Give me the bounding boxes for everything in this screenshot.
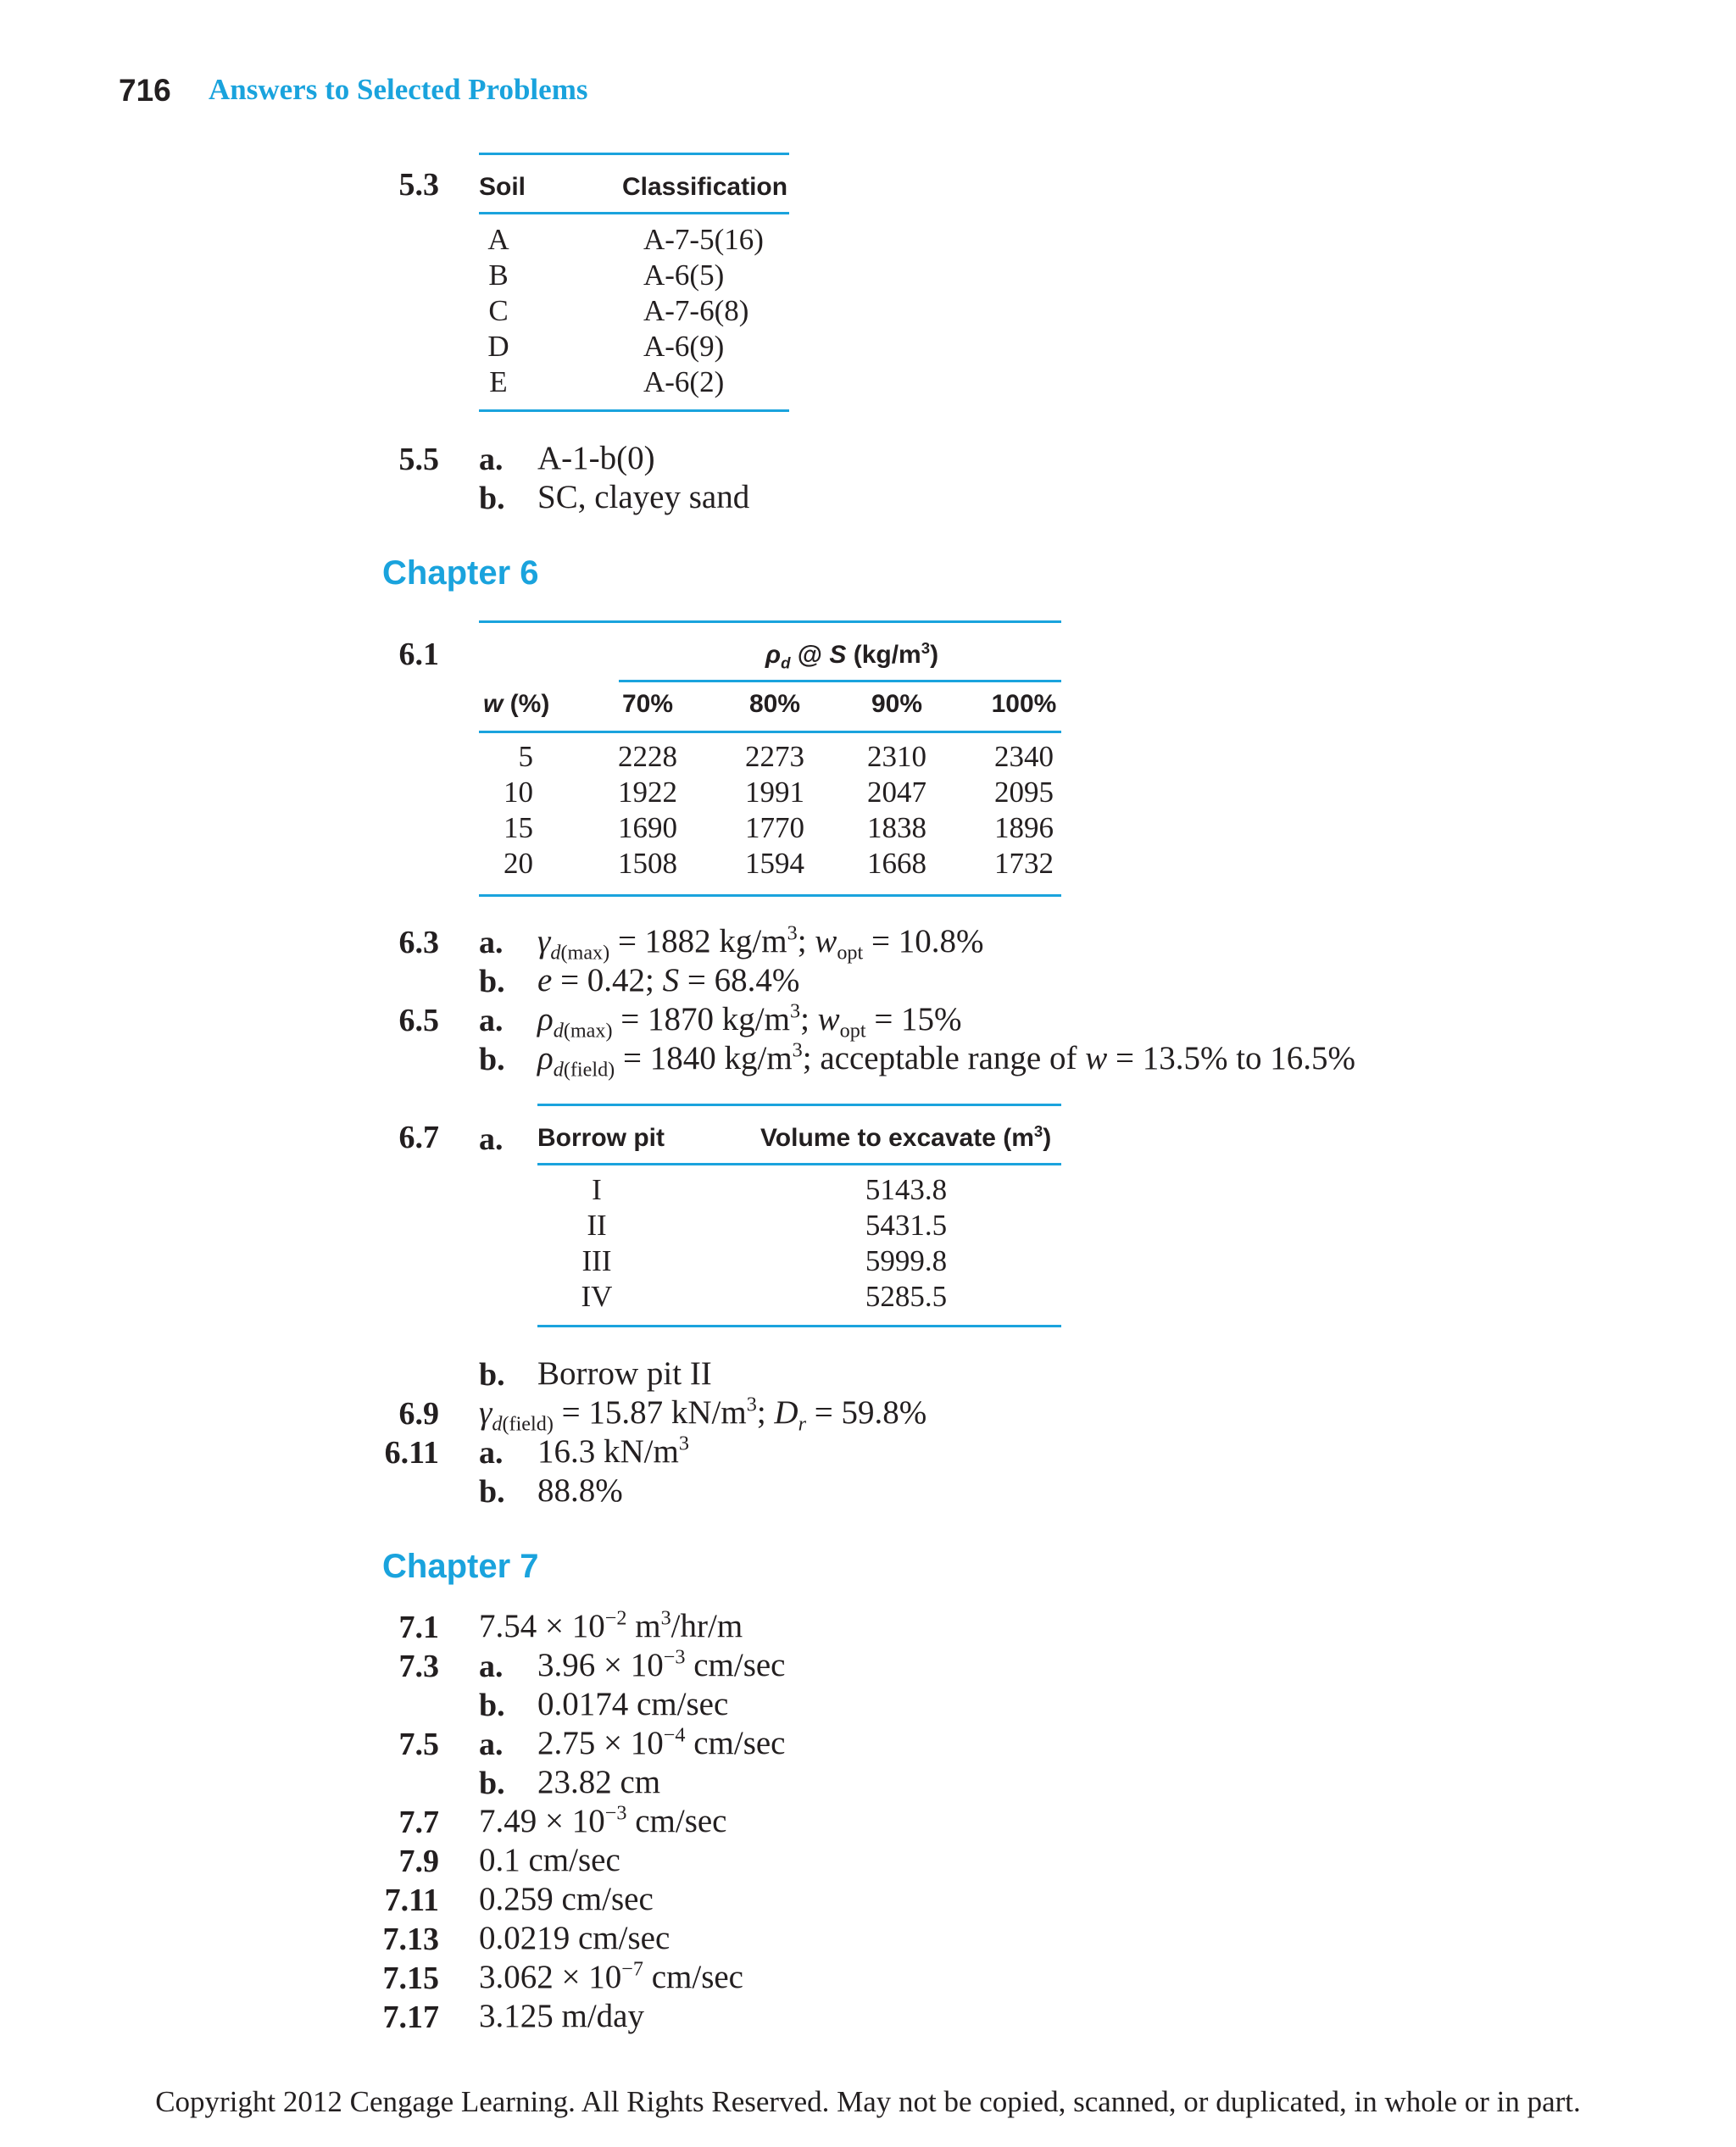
- problem-number: 6.5: [398, 1003, 439, 1038]
- answer-text: $\rho_{d(max)} = 1870$ $kg/m^3$; $w_{opt} = 15\%$: [537, 999, 962, 1043]
- table-column-90: [854, 739, 939, 882]
- part-label: a.: [479, 1649, 504, 1684]
- answer-text: SC, clayey sand: [537, 479, 750, 515]
- table-cell: 15: [504, 811, 533, 844]
- answer-text: $7.54 \times 10^{-2}$ $m^3/hr/m$: [479, 1606, 743, 1644]
- problem-number: 6.11: [384, 1435, 439, 1471]
- table-column-80: [732, 739, 817, 882]
- table-cell: 5143.8: [865, 1173, 948, 1206]
- table-cell: A-6(9): [643, 330, 725, 363]
- part-label: a.: [479, 1003, 504, 1038]
- problem-number: 5.3: [398, 167, 439, 203]
- table-header: 100%: [991, 690, 1057, 718]
- table-cell: 1732: [994, 847, 1054, 880]
- table-cell: IV: [581, 1280, 613, 1313]
- table-column-100: [982, 739, 1066, 882]
- problem-number: 7.7: [398, 1805, 439, 1840]
- table-cell: C: [488, 294, 509, 327]
- problem-number: 7.3: [398, 1649, 439, 1684]
- table-cell: 2228: [618, 740, 677, 773]
- table-cell: 5431.5: [865, 1209, 948, 1242]
- answer-text: $3.062 \times 10^{-7}$ cm/sec: [479, 1957, 743, 1995]
- table-rule-top: [479, 620, 1061, 623]
- part-label: b.: [479, 481, 505, 516]
- table-header: Volume to excavate $(m^3)$: [760, 1121, 1052, 1152]
- table-rule-mid: [537, 1163, 1061, 1165]
- answer-text: $3.96 \times 10^{-3}$ cm/sec: [537, 1645, 786, 1683]
- table-column-borrow-pit: [563, 1172, 631, 1315]
- answer-text: 0.0174 cm/sec: [537, 1686, 729, 1722]
- problem-number: 5.5: [398, 442, 439, 477]
- table-rule-group: [619, 680, 1061, 682]
- part-label: b.: [479, 1688, 505, 1723]
- answer-text: $2.75 \times 10^{-4}$ cm/sec: [537, 1723, 786, 1761]
- answer-text: 0.259 cm/sec: [479, 1881, 654, 1917]
- table-cell: 5999.8: [865, 1244, 948, 1277]
- problem-number: 6.9: [398, 1396, 439, 1432]
- answer-text: $\gamma_{d(max)} = 1882$ $kg/m^3$; $w_{opt} = 10.8\%$: [537, 921, 984, 965]
- table-cell: 20: [504, 847, 533, 880]
- part-label: a.: [479, 442, 504, 477]
- table-cell: 2340: [994, 740, 1054, 773]
- answer-text: 23.82 cm: [537, 1764, 661, 1800]
- table-rule-top: [479, 153, 789, 155]
- table-cell: 2047: [867, 776, 926, 809]
- table-header: Classification: [622, 173, 788, 201]
- answer-text: Borrow pit II: [537, 1355, 712, 1392]
- part-label: a.: [479, 1121, 504, 1157]
- table-rule-mid: [479, 212, 789, 214]
- table-cell: B: [488, 259, 509, 292]
- table-rule-bottom: [479, 409, 789, 412]
- table-rule-bottom: [537, 1325, 1061, 1327]
- table-cell: A-6(5): [643, 259, 725, 292]
- table-cell: 1991: [745, 776, 804, 809]
- part-label: b.: [479, 1042, 505, 1077]
- problem-number: 7.9: [398, 1844, 439, 1879]
- table-header: Borrow pit: [537, 1124, 665, 1152]
- table-cell: 2310: [867, 740, 926, 773]
- part-label: b.: [479, 1766, 505, 1801]
- table-cell: A-7-6(8): [643, 294, 749, 327]
- part-label: a.: [479, 1435, 504, 1471]
- answer-text: e = 0.42; S = 68.4%: [537, 962, 800, 998]
- answer-text: $\rho_{d(field)} = 1840$ $kg/m^3$; acceptable range of w = 13.5% to 16.5%: [537, 1038, 1356, 1082]
- answer-text: 0.1 cm/sec: [479, 1842, 620, 1878]
- table-cell: A-6(2): [643, 365, 725, 398]
- table-header: w (%): [483, 690, 550, 718]
- part-label: a.: [479, 1727, 504, 1762]
- table-cell: 2095: [994, 776, 1054, 809]
- table-column-70: [605, 739, 690, 882]
- table-header: 80%: [748, 690, 801, 718]
- answer-text: 16.3 $kN/m^3$: [537, 1432, 689, 1470]
- table-rule-mid: [479, 731, 1061, 733]
- table-group-header: $\rho_d$ @ S $(kg/m^3)$: [765, 638, 939, 672]
- page-number: 716: [119, 73, 171, 108]
- table-cell: 1508: [618, 847, 677, 880]
- table-header: 70%: [621, 690, 674, 718]
- answer-text: 88.8%: [537, 1472, 623, 1509]
- table-cell: 2273: [745, 740, 804, 773]
- problem-number: 7.13: [382, 1922, 439, 1957]
- problem-number: 7.17: [382, 2000, 439, 2035]
- table-cell: E: [489, 365, 508, 398]
- answer-text: $\gamma_{d(field)} = 15.87$ $kN/m^3$; $D_r = 59.8\%$: [479, 1393, 927, 1436]
- part-label: a.: [479, 925, 504, 960]
- part-label: b.: [479, 964, 505, 999]
- copyright-notice: Copyright 2012 Cengage Learning. All Rights Reserved. May not be copied, scanned, or duplicated, in whole or in part.: [155, 2085, 1581, 2118]
- table-column-w: [479, 739, 533, 882]
- table-cell: 1838: [867, 811, 926, 844]
- problem-number: 6.1: [398, 637, 439, 672]
- table-cell: A: [487, 223, 509, 256]
- answer-text: $7.49 \times 10^{-3}$ cm/sec: [479, 1801, 727, 1839]
- table-rule-top: [537, 1104, 1061, 1106]
- chapter-heading: Chapter 7: [382, 1548, 539, 1585]
- table-cell: 1896: [994, 811, 1054, 844]
- table-cell: 1922: [618, 776, 677, 809]
- table-cell: D: [487, 330, 509, 363]
- table-cell: 1594: [745, 847, 804, 880]
- chapter-heading: Chapter 6: [382, 554, 539, 592]
- table-cell: III: [581, 1244, 612, 1277]
- problem-number: 7.11: [384, 1883, 439, 1918]
- problem-number: 7.15: [382, 1961, 439, 1996]
- table-rule-bottom: [479, 894, 1061, 897]
- table-cell: 5: [518, 740, 533, 773]
- answer-text: 0.0219 cm/sec: [479, 1920, 670, 1956]
- table-header: Soil: [479, 173, 526, 201]
- table-cell: A-7-5(16): [643, 223, 764, 256]
- problem-number: 7.1: [398, 1610, 439, 1645]
- table-column-volume: [851, 1172, 961, 1315]
- problem-number: 6.7: [398, 1120, 439, 1155]
- table-header: 90%: [871, 690, 923, 718]
- table-column-classification: [643, 222, 764, 400]
- problem-number: 6.3: [398, 925, 439, 960]
- problem-number: 7.5: [398, 1727, 439, 1762]
- answer-text: 3.125 m/day: [479, 1998, 644, 2034]
- table-cell: I: [592, 1173, 602, 1206]
- table-cell: 5285.5: [865, 1280, 948, 1313]
- table-cell: 10: [504, 776, 533, 809]
- answer-text: A-1-b(0): [537, 440, 655, 476]
- table-cell: 1668: [867, 847, 926, 880]
- table-cell: II: [587, 1209, 607, 1242]
- table-cell: 1690: [618, 811, 677, 844]
- part-label: b.: [479, 1474, 505, 1510]
- part-label: b.: [479, 1357, 505, 1393]
- table-column-soil: [479, 222, 518, 400]
- table-cell: 1770: [745, 811, 804, 844]
- running-title: Answers to Selected Problems: [209, 73, 588, 106]
